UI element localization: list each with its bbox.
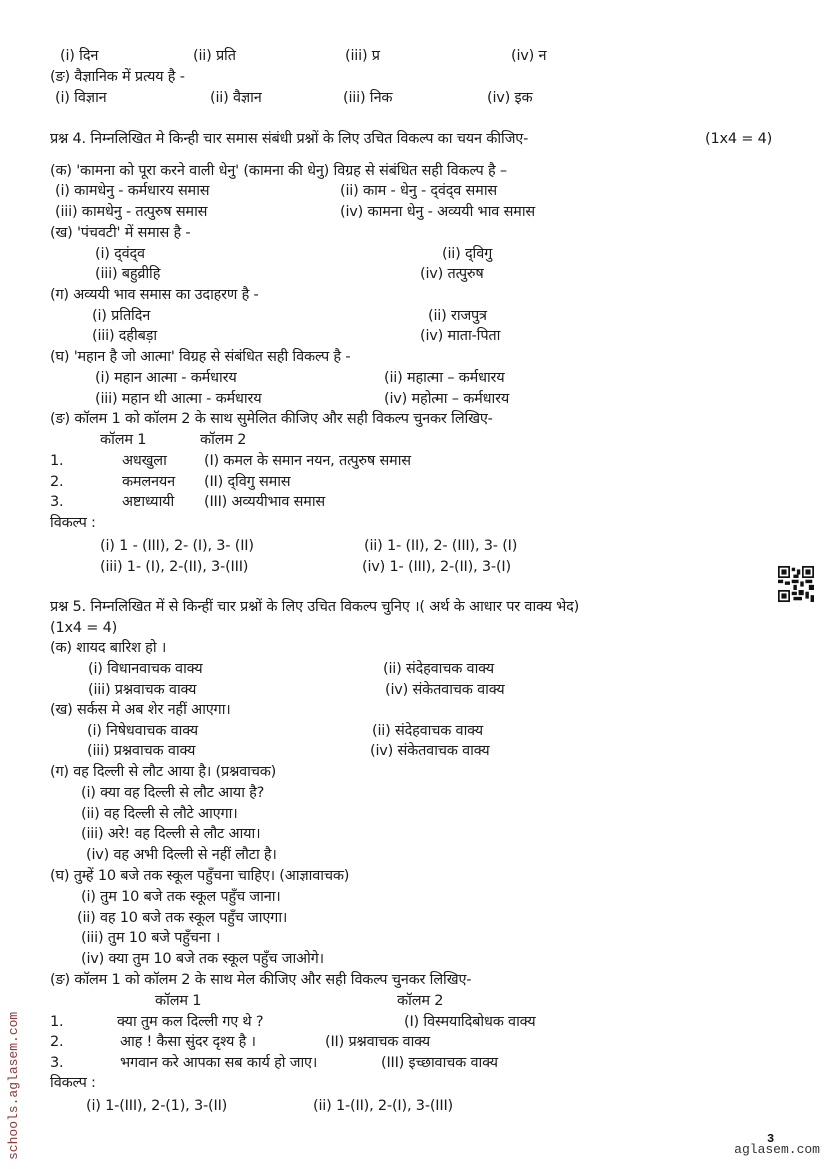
option: (i) कामधेनु - कर्मधारय समास [55, 183, 210, 199]
column1-cell: अधखुला [122, 453, 167, 469]
column2-cell: (II) प्रश्नवाचक वाक्य [325, 1034, 430, 1050]
option: (iv) न [511, 48, 547, 64]
question-stem: (ङ) कॉलम 1 को कॉलम 2 के साथ सुमेलित कीजिए और सही विकल्प चुनकर लिखिए- [50, 411, 493, 427]
option: (ii) महात्मा – कर्मधारय [384, 370, 505, 386]
column-header: कॉलम 1 [100, 432, 147, 448]
row-number: 2. [50, 1034, 64, 1050]
question-stem: (क) 'कामना को पूरा करने वाली धेनु' (कामना की धेनु) विग्रह से संबंधित सही विकल्प है – [50, 163, 507, 179]
column1-cell: क्या तुम कल दिल्ली गए थे ? [117, 1014, 264, 1030]
row-number: 2. [50, 474, 64, 490]
option: (iv) महोत्मा – कर्मधारय [384, 391, 510, 407]
option: (iii) प्रश्नवाचक वाक्य [88, 682, 197, 698]
option: (iv) संकेतवाचक वाक्य [385, 682, 505, 698]
option: (ii) वह दिल्ली से लौटे आएगा। [81, 806, 238, 822]
option: (iv) माता-पिता [420, 328, 501, 344]
side-watermark: schools.aglasem.com [6, 1011, 21, 1160]
row-number: 1. [50, 1014, 64, 1030]
option: (iii) महान थी आत्मा - कर्मधारय [95, 391, 262, 407]
option: (iv) 1- (III), 2-(II), 3-(I) [362, 559, 511, 575]
question-stem: (ख) 'पंचवटी' में समास है - [50, 225, 191, 241]
vikalp-label: विकल्प : [50, 1075, 96, 1091]
option: (ii) संदेहवाचक वाक्य [383, 661, 494, 677]
column1-cell: कमलनयन [122, 474, 175, 490]
option: (i) महान आत्मा - कर्मधारय [95, 370, 237, 386]
option: (iii) कामधेनु - तत्पुरुष समास [55, 204, 208, 220]
option: (iv) तत्पुरुष [420, 266, 484, 282]
column2-cell: (III) इच्छावाचक वाक्य [381, 1055, 498, 1071]
option: (ii) संदेहवाचक वाक्य [372, 723, 483, 739]
column2-cell: (I) विस्मयादिबोधक वाक्य [404, 1014, 536, 1030]
option: (ii) 1- (II), 2- (III), 3- (I) [364, 538, 518, 554]
option: (iii) 1- (I), 2-(II), 3-(III) [100, 559, 249, 575]
question-stem: (घ) 'महान है जो आत्मा' विग्रह से संबंधित सही विकल्प है - [50, 349, 351, 365]
column2-cell: (I) कमल के समान नयन, तत्पुरुष समास [204, 453, 411, 469]
marks: (1x4 = 4) [705, 131, 773, 147]
option: (i) विधानवाचक वाक्य [88, 661, 203, 677]
option: (iv) संकेतवाचक वाक्य [370, 743, 490, 759]
option: (i) तुम 10 बजे तक स्कूल पहुँच जाना। [81, 889, 281, 905]
option: (i) निषेधवाचक वाक्य [87, 723, 199, 739]
question-stem: (ख) सर्कस मे अब शेर नहीं आएगा। [50, 702, 231, 718]
column1-cell: अष्टाध्यायी [122, 494, 175, 510]
option: (ii) राजपुत्र [428, 308, 487, 324]
option: (i) दिन [60, 48, 99, 64]
question-stem: (ङ) वैज्ञानिक में प्रत्यय है - [50, 69, 185, 85]
question-stem: (ग) वह दिल्ली से लौट आया है। (प्रश्नवाचक) [50, 764, 277, 780]
column2-cell: (II) द्‌विगु समास [204, 474, 291, 490]
option: (ii) काम - धेनु - द्‌वंद्‌व समास [340, 183, 497, 199]
option: (ii) वह 10 बजे तक स्कूल पहुँच जाएगा। [77, 910, 288, 926]
row-number: 3. [50, 494, 64, 510]
column1-cell: आह ! कैसा सुंदर दृश्य है । [120, 1034, 256, 1050]
question-heading: प्रश्न 5. निम्नलिखित में से किन्हीं चार प्रश्नों के लिए उचित विकल्प चुनिए ।( अर्थ के आधार पर वाक्य भेद) [50, 599, 580, 615]
option: (iii) निक [343, 90, 393, 106]
option: (iii) बहुव्रीहि [95, 266, 161, 282]
column-header: कॉलम 1 [155, 993, 202, 1009]
row-number: 1. [50, 453, 64, 469]
question-stem: (घ) तुम्हें 10 बजे तक स्कूल पहुँचना चाहिए। (आज्ञावाचक) [50, 868, 350, 884]
option: (iv) कामना धेनु - अव्ययी भाव समास [340, 204, 535, 220]
qr-code-icon [777, 566, 815, 602]
vikalp-label: विकल्प : [50, 515, 96, 531]
option: (ii) वैज्ञान [210, 90, 262, 106]
option: (iv) इक [487, 90, 533, 106]
option: (iv) क्या तुम 10 बजे तक स्कूल पहुँच जाओगे। [81, 951, 324, 967]
option: (iii) अरे! वह दिल्ली से लौट आया। [81, 826, 261, 842]
option: (i) द्‌वंद्‌व [95, 246, 145, 262]
column1-cell: भगवान करे आपका सब कार्य हो जाए। [120, 1055, 318, 1071]
option: (i) 1-(III), 2-(1), 3-(II) [86, 1098, 228, 1114]
option: (ii) द्‌विगु [442, 246, 493, 262]
option: (i) 1 - (III), 2- (I), 3- (II) [100, 538, 254, 554]
option: (ii) 1-(II), 2-(I), 3-(III) [313, 1098, 453, 1114]
option: (i) विज्ञान [55, 90, 107, 106]
column2-cell: (III) अव्ययीभाव समास [204, 494, 326, 510]
option: (iv) वह अभी दिल्ली से नहीं लौटा है। [86, 847, 277, 863]
page-number: 3 [767, 1132, 775, 1146]
row-number: 3. [50, 1055, 64, 1071]
footer-watermark: aglasem.com [734, 1142, 820, 1157]
option: (ii) प्रति [193, 48, 236, 64]
question-heading: प्रश्न 4. निम्नलिखित मे किन्ही चार समास संबंधी प्रश्नों के लिए उचित विकल्प का चयन कीजिए- [50, 131, 529, 147]
option: (iii) प्रश्नवाचक वाक्य [87, 743, 196, 759]
column-header: कॉलम 2 [200, 432, 247, 448]
option: (i) प्रतिदिन [92, 308, 151, 324]
question-stem: (ङ) कॉलम 1 को कॉलम 2 के साथ मेल कीजिए और सही विकल्प चुनकर लिखिए- [50, 972, 472, 988]
question-stem: (क) शायद बारिश हो । [50, 640, 167, 656]
question-stem: (ग) अव्ययी भाव समास का उदाहरण है - [50, 287, 259, 303]
marks: (1x4 = 4) [50, 620, 118, 636]
option: (iii) दहीबड़ा [92, 328, 157, 344]
column-header: कॉलम 2 [397, 993, 444, 1009]
option: (iii) तुम 10 बजे पहुँचना । [81, 930, 221, 946]
option: (iii) प्र [345, 48, 380, 64]
option: (i) क्या वह दिल्ली से लौट आया है? [81, 785, 265, 801]
